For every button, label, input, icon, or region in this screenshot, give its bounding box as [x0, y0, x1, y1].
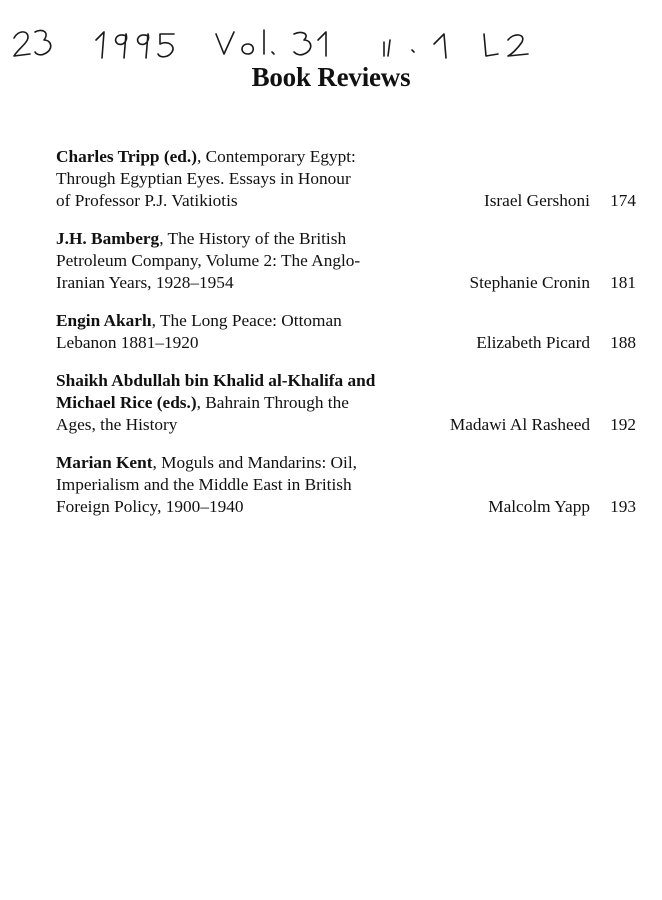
- page-title: Book Reviews: [251, 62, 411, 92]
- book-author: Charles Tripp (ed.): [56, 147, 197, 166]
- book-title-line: Petroleum Company, Volume 2: The Anglo-: [56, 251, 361, 270]
- review-entry: [56, 452, 636, 518]
- review-meta: [488, 496, 636, 518]
- page-number: 181: [610, 273, 636, 292]
- book-author: Shaikh Abdullah bin Khalid al-Khalifa and Michael Rice (eds.): [56, 371, 376, 412]
- review-list: [56, 146, 636, 534]
- book-author: Engin Akarlı: [56, 311, 152, 330]
- book-title-line: Iranian Years, 1928–1954: [56, 273, 234, 292]
- review-meta: [484, 190, 636, 212]
- book-title-line: Foreign Policy, 1900–1940: [56, 497, 244, 516]
- reviewer-name: Israel Gershoni: [483, 191, 590, 210]
- review-entry: [56, 310, 636, 354]
- book-title-line: The Long Peace: Ottoman: [159, 311, 342, 330]
- book-author: J.H. Bamberg: [56, 229, 160, 248]
- review-citation: Engin Akarlı, The Long Peace: Ottoman Lebanon 1881–1920: [56, 311, 342, 352]
- review-entry: [56, 228, 636, 294]
- page-number: 192: [610, 415, 636, 434]
- page-number: 188: [610, 333, 636, 352]
- page-number: 174: [610, 191, 636, 210]
- review-meta: [476, 332, 636, 354]
- review-meta: [470, 272, 636, 294]
- reviewer-name: Malcolm Yapp: [488, 497, 590, 516]
- book-title-line: Contemporary Egypt:: [205, 147, 356, 166]
- book-author: Marian Kent: [56, 453, 153, 472]
- handwritten-annotation: [8, 16, 648, 66]
- reviewer-name: Stephanie Cronin: [469, 273, 590, 292]
- book-title-line: Moguls and Mandarins: Oil,: [161, 453, 357, 472]
- review-citation: Shaikh Abdullah bin Khalid al-Khalifa and Michael Rice (eds.), Bahrain Through the Ages, the History: [56, 371, 376, 434]
- review-entry: [56, 370, 636, 436]
- review-citation: J.H. Bamberg, The History of the British Petroleum Company, Volume 2: The Anglo- Iranian Years, 1928–1954: [56, 229, 361, 292]
- book-title-line: Lebanon 1881–1920: [56, 333, 199, 352]
- book-title-line: Ages, the History: [56, 415, 178, 434]
- reviewer-name: Madawi Al Rasheed: [449, 415, 590, 434]
- page-number: 193: [610, 497, 636, 516]
- book-title-line: The History of the British: [167, 229, 347, 248]
- book-title-line: Imperialism and the Middle East in British: [56, 475, 352, 494]
- review-entry: [56, 146, 636, 212]
- book-title-line: Bahrain Through the: [205, 393, 349, 412]
- handwritten-annotation-ink: [8, 16, 648, 66]
- review-citation: Charles Tripp (ed.), Contemporary Egypt: Through Egyptian Eyes. Essays in Honour of Professor P.J. Vatikiotis: [56, 147, 356, 210]
- book-title-line: of Professor P.J. Vatikiotis: [56, 191, 238, 210]
- review-citation: Marian Kent, Moguls and Mandarins: Oil, Imperialism and the Middle East in British Foreign Policy, 1900–1940: [56, 453, 357, 516]
- book-title-line: Through Egyptian Eyes. Essays in Honour: [56, 169, 351, 188]
- reviewer-name: Elizabeth Picard: [476, 333, 590, 352]
- review-meta: [450, 414, 636, 436]
